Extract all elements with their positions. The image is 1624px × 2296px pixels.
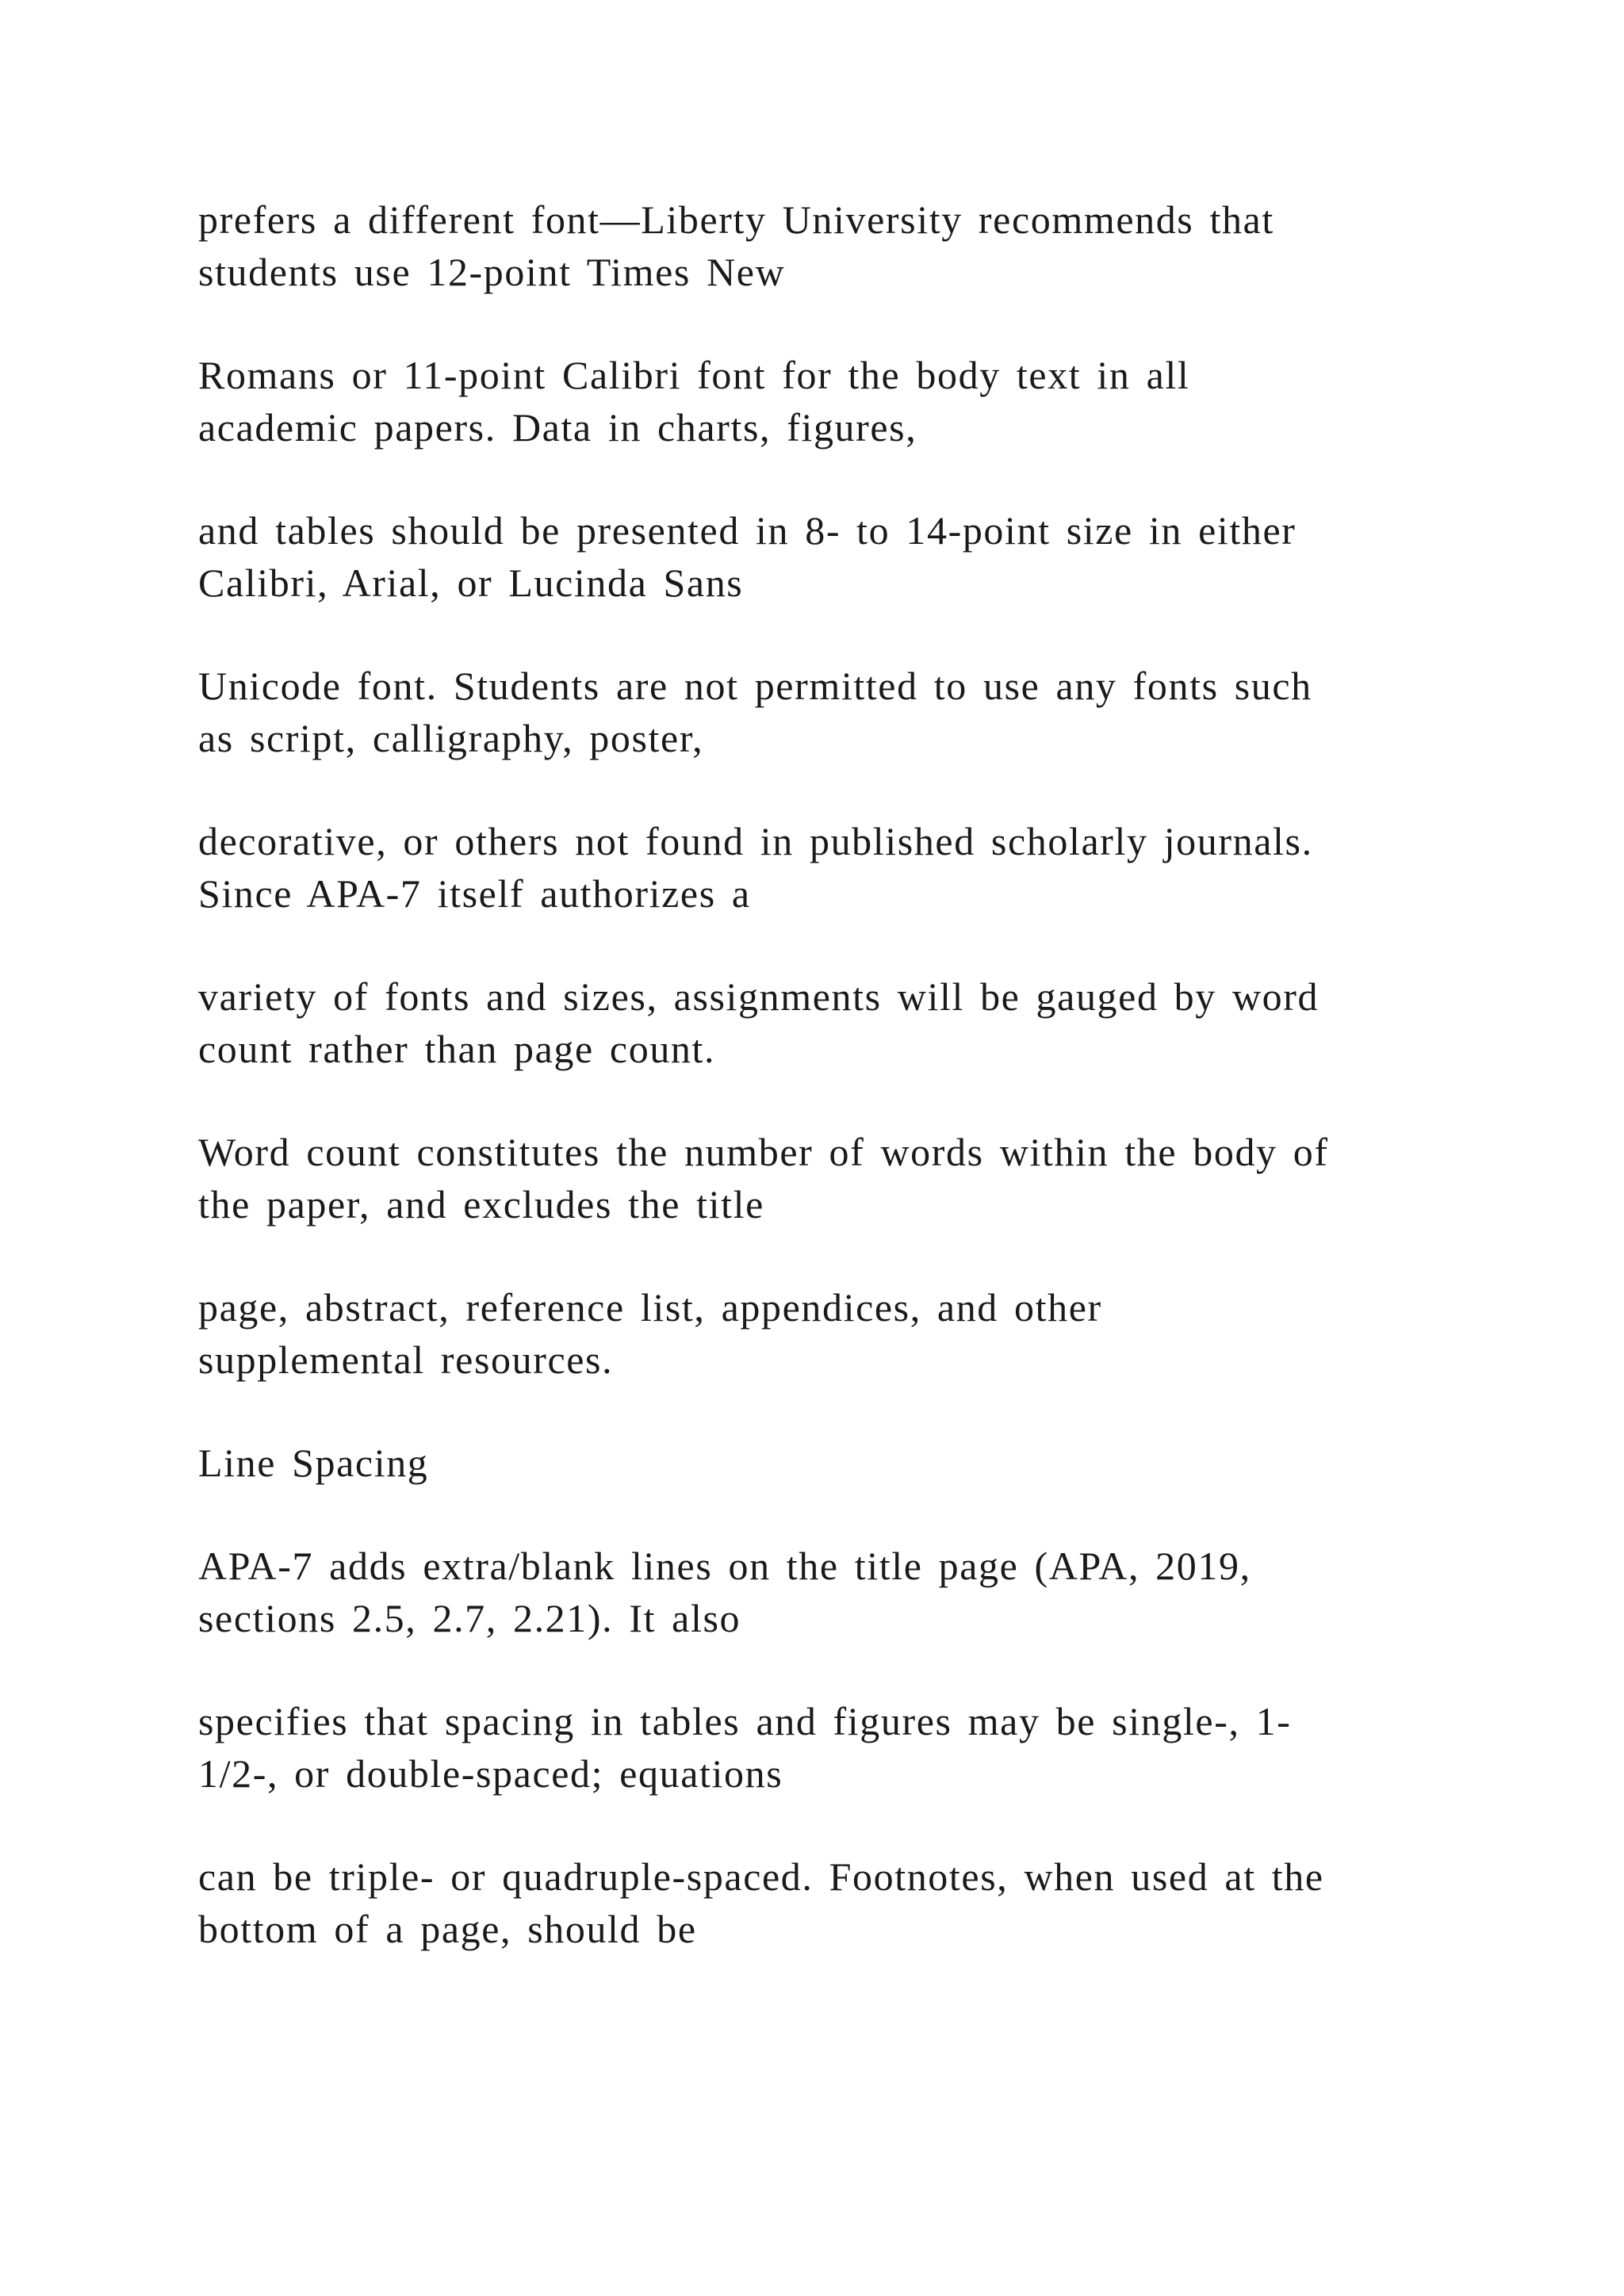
text-line: decorative, or others not found in published scholarly journals. — [198, 819, 1313, 863]
heading-line: Line Spacing — [198, 1441, 429, 1485]
text-line: can be triple- or quadruple-spaced. Footnotes, when used at the — [198, 1854, 1324, 1899]
section-heading — [198, 1437, 1467, 1489]
paragraph — [198, 349, 1467, 453]
text-line: bottom of a page, should be — [198, 1907, 697, 1951]
text-line: APA-7 adds extra/blank lines on the title page (APA, 2019, — [198, 1544, 1251, 1588]
paragraph — [198, 1540, 1467, 1644]
paragraph — [198, 504, 1467, 609]
paragraph — [198, 815, 1467, 920]
text-line: count rather than page count. — [198, 1027, 716, 1071]
text-line: variety of fonts and sizes, assignments will be gauged by word — [198, 974, 1320, 1019]
text-line: academic papers. Data in charts, figures, — [198, 405, 917, 450]
paragraph — [198, 1695, 1467, 1800]
document-body — [198, 193, 1467, 2006]
text-line: Romans or 11-point Calibri font for the body text in all — [198, 353, 1190, 397]
text-line: the paper, and excludes the title — [198, 1182, 764, 1226]
text-line: Unicode font. Students are not permitted to use any fonts such — [198, 664, 1312, 708]
paragraph — [198, 1126, 1467, 1230]
text-line: prefers a different font—Liberty University recommends that — [198, 197, 1274, 242]
paragraph — [198, 1850, 1467, 1955]
text-line: sections 2.5, 2.7, 2.21). It also — [198, 1596, 741, 1640]
paragraph — [198, 660, 1467, 764]
text-line: supplemental resources. — [198, 1337, 614, 1382]
text-line: Calibri, Arial, or Lucinda Sans — [198, 561, 744, 605]
text-line: students use 12-point Times New — [198, 250, 786, 294]
paragraph — [198, 193, 1467, 298]
text-line: as script, calligraphy, poster, — [198, 716, 704, 760]
text-line: page, abstract, reference list, appendices, and other — [198, 1285, 1102, 1330]
text-line: and tables should be presented in 8- to 14-point size in either — [198, 508, 1297, 553]
paragraph — [198, 1281, 1467, 1386]
text-line: Since APA-7 itself authorizes a — [198, 871, 751, 916]
text-line: Word count constitutes the number of words within the body of — [198, 1130, 1329, 1174]
text-line: specifies that spacing in tables and figures may be single-, 1- — [198, 1699, 1292, 1743]
paragraph — [198, 970, 1467, 1075]
text-line: 1/2-, or double-spaced; equations — [198, 1751, 783, 1796]
